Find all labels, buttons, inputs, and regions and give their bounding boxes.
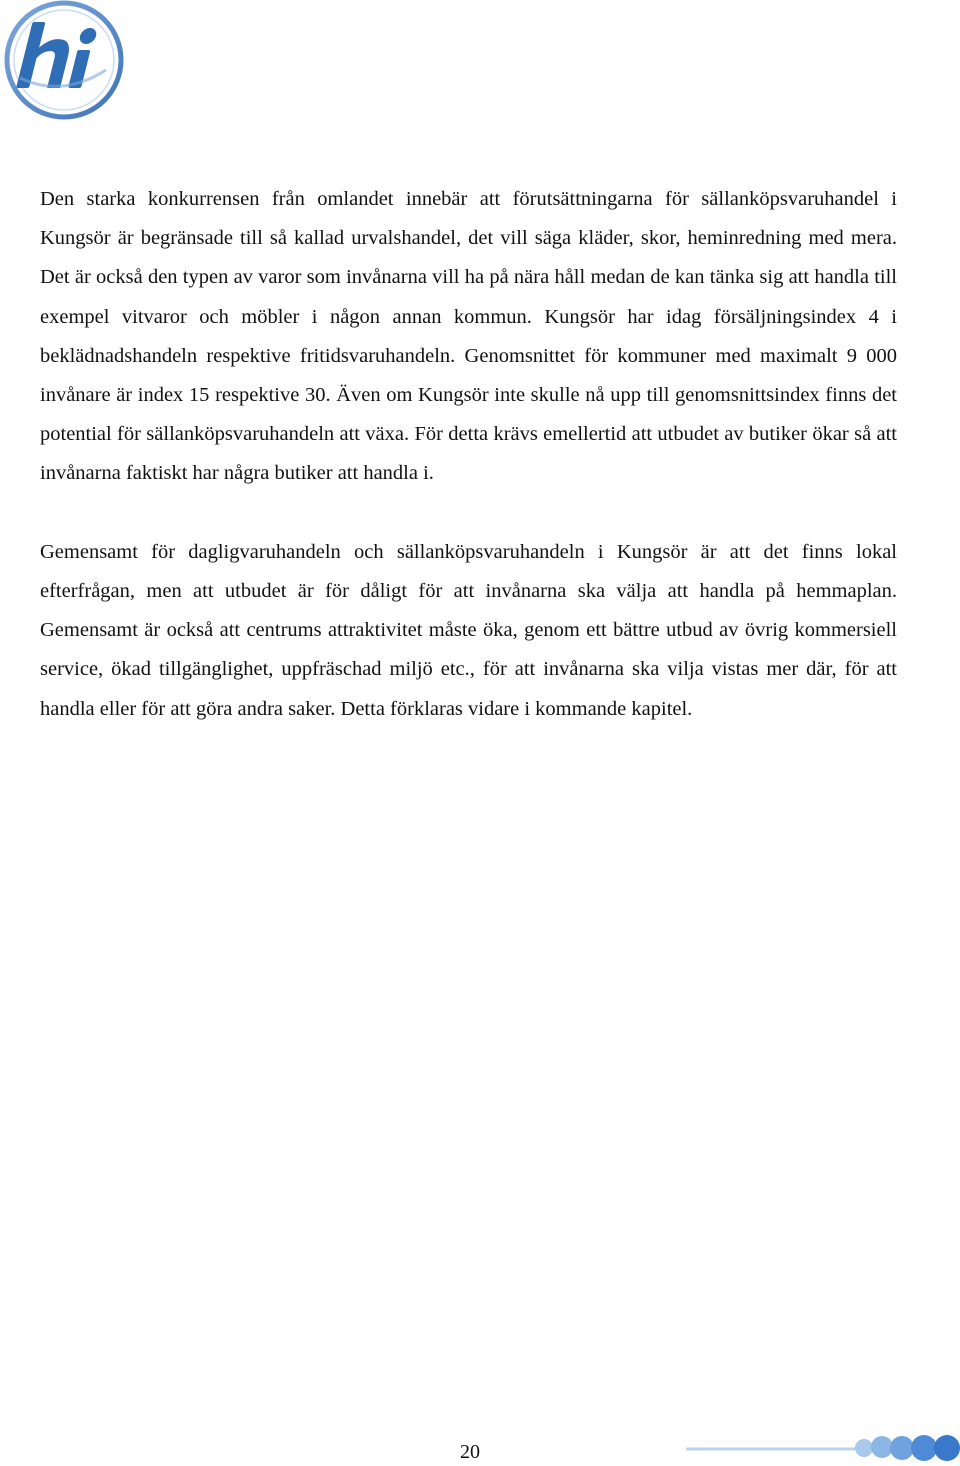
paragraph: Den starka konkurrensen från omlandet innebär att förutsättningarna för sällanköpsvaruhandel i Kungsör är begränsade till så kallad urvalshandel, det vill säga kläder, skor, heminredning med mera. Det är också den typen av varor som invånarna vill ha på nära håll medan de kan tänka sig att handla till exempel vitvaror och möbler i någon annan kommun. Kungsör har idag försäljningsindex 4 i beklädnadshandeln respektive fritidsvaruhandeln. Genomsnittet för kommuner med maximalt 9 000 invånare är index 15 respektive 30. Även om Kungsör inte skulle nå upp till genomsnittsindex finns det potential för sällanköpsvaruhandeln att växa. För detta krävs emellertid att utbudet av butiker ökar så att invånarna faktiskt har några butiker att handla i.	[40, 188, 897, 485]
page-number: 20	[460, 1441, 480, 1463]
hi-logo	[2, 0, 126, 124]
document-body	[40, 180, 897, 729]
footer-dots-decoration	[686, 1432, 960, 1465]
paragraph: Gemensamt för dagligvaruhandeln och sällanköpsvaruhandeln i Kungsör är att det finns lokal efterfrågan, men att utbudet är för dåligt för att invånarna ska välja att handla på hemmaplan. Gemensamt är också att centrums attraktivitet måste öka, genom ett bättre utbud av övrig kommersiell service, ökad tillgänglighet, uppfräschad miljö etc., för att invånarna ska vilja vistas mer där, för att handla eller för att göra andra saker. Detta förklaras vidare i kommande kapitel.	[40, 540, 897, 720]
